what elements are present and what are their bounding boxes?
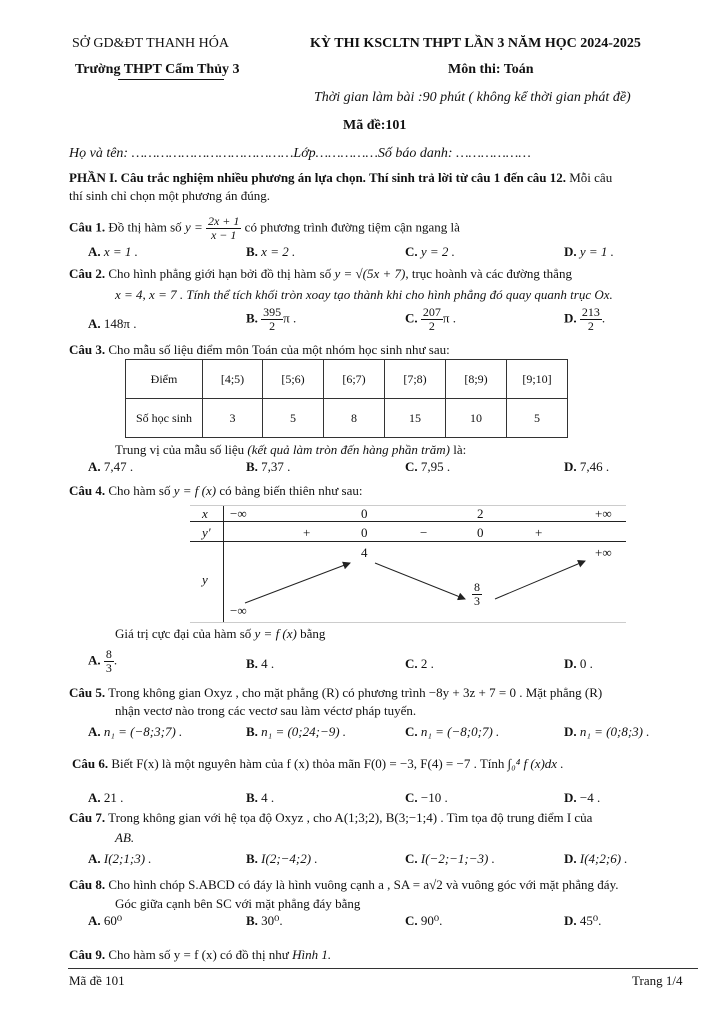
q5-option-a[interactable]: [88, 724, 182, 740]
letter: B.: [246, 913, 258, 928]
q1-den: x − 1: [210, 228, 237, 242]
num: 8: [105, 647, 112, 661]
option-text: n₁ = (0;24;−9) .: [261, 724, 347, 739]
footer-page: Trang 1/4: [632, 973, 683, 988]
count-cell: 5: [263, 399, 324, 438]
vt-sign: 0: [361, 525, 368, 540]
q1-stem: [69, 215, 460, 242]
letter: C.: [405, 244, 418, 259]
q9-label: Câu 9.: [69, 947, 106, 962]
vt-yprime-label: y′: [202, 525, 211, 540]
q1-num: 2x + 1: [207, 214, 240, 228]
footer-divider: [68, 968, 698, 969]
footer-code: Mã đề 101: [69, 973, 125, 988]
q3-stem: [69, 342, 450, 358]
q2-option-d[interactable]: [564, 306, 605, 333]
q7-label: Câu 7.: [69, 810, 106, 825]
interval-cell: [8;9): [446, 360, 507, 399]
letter: A.: [88, 851, 101, 866]
option-text: 7,47 .: [103, 459, 134, 474]
letter: D.: [564, 656, 577, 671]
q2-label: Câu 2.: [69, 266, 106, 281]
arrow-up-1: [245, 563, 350, 603]
letter: D.: [564, 851, 577, 866]
den: 3: [474, 594, 480, 608]
time-note: Thời gian làm bài :90 phút ( không kể thời gian phát đề): [314, 90, 631, 105]
letter: D.: [564, 459, 577, 474]
q4-variation-table: [190, 505, 626, 623]
q7-option-d[interactable]: [564, 851, 628, 867]
letter: D.: [564, 244, 577, 259]
q1-text-b: có phương trình đường tiệm cận ngang là: [244, 219, 460, 235]
q9-text: Cho hàm số y = f (x) có đồ thị như: [108, 947, 289, 962]
q1-option-b[interactable]: [246, 244, 295, 260]
interval-cell: [7;8): [385, 360, 446, 399]
option-text: 45⁰.: [579, 913, 602, 928]
num: 395: [263, 305, 282, 319]
letter: C.: [405, 790, 418, 805]
count-cell: 8: [324, 399, 385, 438]
letter: D.: [564, 724, 577, 739]
vt-y-max: 4: [361, 545, 368, 560]
q4-text-b: có bảng biến thiên như sau:: [219, 483, 363, 498]
letter: A.: [88, 790, 101, 805]
q3-ask-i: (kết quả làm tròn đến hàng phần trăm): [247, 442, 450, 457]
q1-option-a[interactable]: [88, 244, 138, 260]
letter: B.: [246, 459, 258, 474]
den: 2: [428, 319, 435, 333]
den: 2: [587, 319, 594, 333]
q2-option-c[interactable]: [405, 306, 456, 333]
q5-line2: nhận vectơ nào trong các vectơ sau làm véctơ pháp tuyến.: [115, 703, 417, 718]
q8-label: Câu 8.: [69, 877, 106, 892]
q4-ask: [115, 626, 325, 642]
vt-x-value: 2: [477, 506, 484, 521]
option-text: 60⁰: [103, 913, 123, 928]
letter: A.: [88, 459, 101, 474]
letter: B.: [246, 310, 258, 326]
vt-x-value: +∞: [595, 506, 612, 521]
q3-option-d[interactable]: [564, 459, 609, 475]
option-text: −4 .: [579, 790, 601, 805]
q4-label: Câu 4.: [69, 483, 106, 498]
letter: C.: [405, 913, 418, 928]
option-text: n₁ = (−8;0;7) .: [420, 724, 500, 739]
option-text: 148π .: [103, 316, 137, 331]
vt-x-value: −∞: [230, 506, 247, 521]
letter: B.: [246, 724, 258, 739]
dept-name: SỞ GD&ĐT THANH HÓA: [72, 36, 229, 51]
den: 2: [269, 319, 276, 333]
option-text: I(4;2;6) .: [579, 851, 628, 866]
letter: C.: [405, 310, 418, 326]
q5-option-b[interactable]: [246, 724, 346, 740]
row-header: Số học sinh: [126, 399, 203, 438]
part1-title-line: [69, 170, 612, 186]
q2-c-frac: [421, 306, 443, 333]
q6-option-a[interactable]: [88, 790, 123, 806]
table-row: [126, 360, 568, 399]
q3-ask-a: Trung vị của mẫu số liệu: [115, 442, 245, 457]
q8-option-a[interactable]: [88, 913, 122, 929]
option-text: I(2;1;3) .: [103, 851, 152, 866]
interval-cell: [4;5): [203, 360, 263, 399]
letter: A.: [88, 244, 101, 259]
letter: A.: [88, 316, 101, 331]
q3-option-c[interactable]: [405, 459, 450, 475]
letter: B.: [246, 656, 258, 671]
interval-cell: [6;7): [324, 360, 385, 399]
q1-label: Câu 1.: [69, 219, 106, 235]
q4-func: y = f (x): [173, 483, 217, 498]
q6-stem: [72, 756, 564, 772]
q8-stem: [69, 877, 618, 893]
q4-stem: [69, 483, 363, 499]
option-text: 4 .: [261, 656, 275, 671]
q9-stem: [69, 947, 331, 963]
letter: B.: [246, 244, 258, 259]
vt-y-label: y: [202, 572, 208, 587]
option-text: 21 .: [103, 790, 124, 805]
letter: B.: [246, 790, 258, 805]
q7-option-a[interactable]: [88, 851, 152, 867]
q2-option-a[interactable]: [88, 316, 136, 332]
option-text: 7,95 .: [420, 459, 451, 474]
vt-arrows: [190, 505, 626, 623]
option-text: 7,37 .: [261, 459, 291, 474]
q8-option-d[interactable]: [564, 913, 601, 929]
q6-label: Câu 6.: [72, 756, 109, 771]
row-header: Điểm: [126, 360, 203, 399]
arrow-down: [375, 563, 465, 599]
num: 207: [422, 305, 441, 319]
q4-a-frac: [104, 648, 114, 675]
q7-text: Trong không gian với hệ tọa độ Oxyz , cho A(1;3;2), B(3;−1;4) . Tìm tọa độ trung điểm I của: [108, 810, 593, 825]
option-text: I(−2;−1;−3) .: [420, 851, 495, 866]
q5-option-c[interactable]: [405, 724, 499, 740]
option-text: y = 1 .: [579, 244, 614, 259]
q3-option-b[interactable]: [246, 459, 290, 475]
q4-text-a: Cho hàm số: [108, 483, 171, 498]
option-text: y = 2 .: [420, 244, 455, 259]
q2-line2: x = 4, x = 7 . Tính thể tích khối tròn xoay tạo thành khi cho hình phẳng đó quay quanh trục Ox.: [115, 287, 613, 302]
q4-ask-a: Giá trị cực đại của hàm số: [115, 626, 252, 641]
vt-x-value: 0: [361, 506, 368, 521]
part1-note-a: Mỗi câu: [569, 170, 613, 185]
num: 8: [474, 580, 480, 594]
q7-line2: AB.: [115, 830, 135, 845]
letter: B.: [246, 851, 258, 866]
count-cell: 10: [446, 399, 507, 438]
q3-ask: [115, 442, 466, 458]
vt-sign: +: [535, 525, 543, 540]
part1-note-b: thí sinh chỉ chọn một phương án đúng.: [69, 188, 270, 203]
count-cell: 15: [385, 399, 446, 438]
exam-title: KỲ THI KSCLTN THPT LẦN 3 NĂM HỌC 2024-2025: [310, 36, 641, 51]
interval-cell: [5;6): [263, 360, 324, 399]
q4-option-a[interactable]: A. $\frac{8}{3}$ .: [88, 647, 118, 675]
q1-y: y =: [184, 219, 203, 235]
option-text: 30⁰.: [261, 913, 283, 928]
q9-fig: Hình 1.: [292, 947, 332, 962]
q4-option-b[interactable]: [246, 656, 274, 672]
q6-integral: ∫₀⁴ f (x)dx .: [507, 756, 564, 771]
q5-option-d[interactable]: [564, 724, 650, 740]
option-text: x = 1 .: [103, 244, 138, 259]
den: 3: [105, 661, 112, 675]
q1-text-a: Đồ thị hàm số: [108, 219, 182, 235]
school-name: Trường THPT Cẩm Thủy 3: [75, 62, 240, 77]
letter: A.: [88, 724, 101, 739]
q3-option-a[interactable]: [88, 459, 133, 475]
letter: D.: [564, 310, 577, 326]
q8-text: Cho hình chóp S.ABCD có đáy là hình vuông cạnh a , SA = a√2 và vuông góc với mặt phẳng đáy.: [108, 877, 619, 892]
q2-text-b: , trục hoành và các đường thẳng: [405, 266, 572, 281]
letter: C.: [405, 656, 418, 671]
num: 213: [581, 305, 600, 319]
student-info-line: Họ và tên: …………………………………Lớp……………Số báo danh: ………………: [69, 146, 531, 161]
vt-sign: 0: [477, 525, 484, 540]
option-text: 90⁰.: [420, 913, 443, 928]
q2-d-frac: [580, 306, 602, 333]
q8-option-c[interactable]: [405, 913, 442, 929]
q2-text-a: Cho hình phẳng giới hạn bởi đồ thị hàm số: [108, 266, 332, 281]
option-text: n₁ = (0;8;3) .: [579, 724, 650, 739]
letter: D.: [564, 913, 577, 928]
q1-option-d[interactable]: [564, 244, 614, 260]
arrow-up-2: [495, 561, 585, 599]
q8-option-b[interactable]: [246, 913, 283, 929]
count-cell: 3: [203, 399, 263, 438]
table-row: [126, 399, 568, 438]
q4-ask-b: bằng: [300, 626, 326, 641]
letter: A.: [88, 652, 101, 668]
school-underline: [118, 79, 224, 80]
q7-option-c[interactable]: [405, 851, 495, 867]
letter: A.: [88, 913, 101, 928]
q8-line2: Góc giữa cạnh bên SC với mặt phẳng đáy bằng: [115, 896, 361, 911]
letter: C.: [405, 459, 418, 474]
letter: D.: [564, 790, 577, 805]
vt-y-minus-inf: −∞: [230, 603, 247, 618]
option-text: n₁ = (−8;3;7) .: [103, 724, 183, 739]
vt-sign: +: [303, 525, 311, 540]
q6-text: Biết F(x) là một nguyên hàm của f (x) thỏa mãn F(0) = −3, F(4) = −7 . Tính: [111, 756, 505, 771]
q4-option-c[interactable]: [405, 656, 434, 672]
interval-cell: [9;10]: [507, 360, 568, 399]
q5-label: Câu 5.: [69, 685, 106, 700]
q6-option-c[interactable]: [405, 790, 448, 806]
vt-x-label: x: [202, 506, 208, 521]
q3-ask-b: là:: [453, 442, 467, 457]
pi: π .: [283, 310, 297, 326]
option-text: 7,46 .: [579, 459, 610, 474]
exam-code: Mã đề:101: [343, 118, 407, 133]
option-text: 4 .: [261, 790, 275, 805]
q2-b-frac: [261, 306, 283, 333]
q1-option-c[interactable]: [405, 244, 455, 260]
vt-y-plus-inf: +∞: [595, 545, 612, 560]
q2-option-b[interactable]: [246, 306, 296, 333]
option-text: −10 .: [420, 790, 448, 805]
q6-option-b[interactable]: [246, 790, 274, 806]
letter: C.: [405, 724, 418, 739]
q7-option-b[interactable]: [246, 851, 318, 867]
option-text: I(2;−4;2) .: [261, 851, 318, 866]
option-text: 0 .: [579, 656, 593, 671]
q7-stem: [69, 810, 592, 826]
q3-data-table: [125, 359, 568, 438]
option-text: 2 .: [420, 656, 434, 671]
option-text: x = 2 .: [261, 244, 296, 259]
q4-ask-func: y = f (x): [254, 626, 297, 641]
count-cell: 5: [507, 399, 568, 438]
q2-stem: [69, 266, 572, 282]
q2-func: y = √(5x + 7): [334, 266, 406, 281]
vt-sign: −: [420, 525, 428, 540]
dot: .: [601, 310, 606, 326]
letter: C.: [405, 851, 418, 866]
q5-text: Trong không gian Oxyz , cho mặt phẳng (R) có phương trình −8y + 3z + 7 = 0 . Mặt phẳng (R): [108, 685, 603, 700]
q1-fraction: [206, 215, 241, 242]
q3-label: Câu 3.: [69, 342, 106, 357]
q5-stem: [69, 685, 602, 701]
q3-text: Cho mẫu số liệu điểm môn Toán của một nhóm học sinh như sau:: [108, 342, 450, 357]
q6-option-d[interactable]: [564, 790, 600, 806]
subject: Môn thi: Toán: [448, 62, 534, 77]
pi: π .: [442, 310, 456, 326]
part1-title: PHẦN I. Câu trắc nghiệm nhiều phương án lựa chọn. Thí sinh trả lời từ câu 1 đến câu 12.: [69, 170, 566, 185]
q4-option-d[interactable]: [564, 656, 593, 672]
